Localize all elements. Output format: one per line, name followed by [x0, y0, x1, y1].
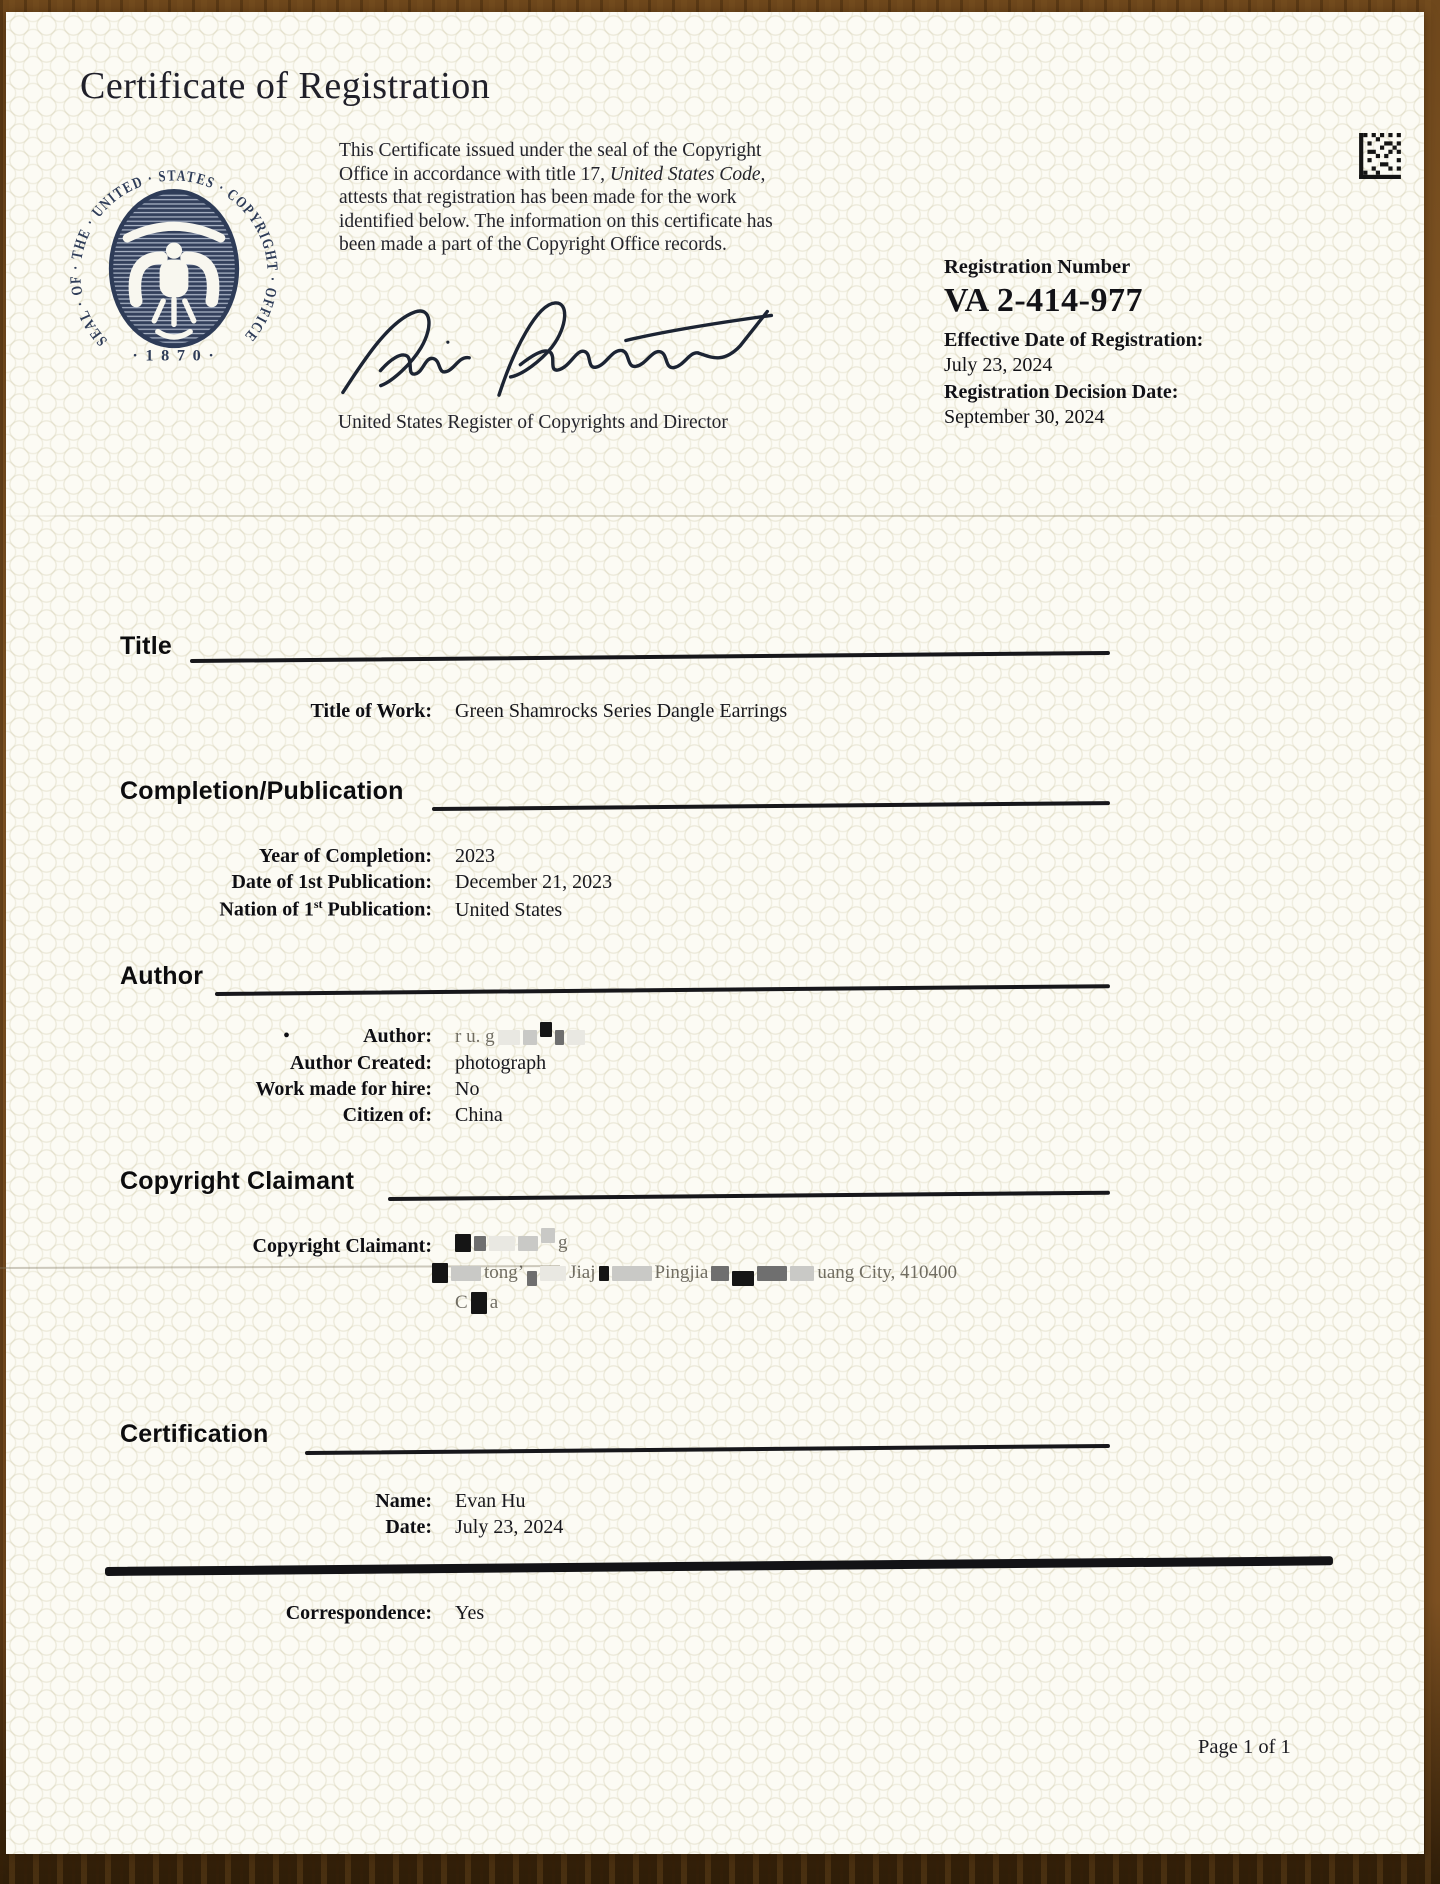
- redaction-block: [555, 1030, 564, 1045]
- redaction-block: [474, 1236, 486, 1251]
- page-number: Page 1 of 1: [1198, 1736, 1291, 1758]
- redaction-block: [540, 1266, 566, 1281]
- certificate-statement: [339, 139, 797, 257]
- claimant-line2-fragment-1: tong’: [484, 1262, 525, 1283]
- certification-bottom-rule: [105, 1556, 1333, 1576]
- field-label-title-of-work: Title of Work:: [310, 700, 432, 722]
- section-rule-author: [215, 984, 1110, 996]
- claimant-line1-fragment: g: [558, 1232, 568, 1253]
- decision-date-label: Registration Decision Date:: [944, 381, 1179, 403]
- field-value-claimant-redacted-line2: [432, 1262, 1282, 1284]
- section-rule-title: [190, 651, 1110, 663]
- redaction-block: [732, 1271, 754, 1286]
- field-label-cert-date: Date:: [385, 1516, 432, 1538]
- field-row-cert-name: [100, 1490, 526, 1513]
- field-row-claimant: [100, 1232, 568, 1258]
- field-row-title-of-work: [100, 700, 787, 723]
- claimant-line3-fragment-1: C: [455, 1292, 468, 1313]
- nation-label-sup: st: [313, 897, 323, 911]
- field-label-author-created: Author Created:: [289, 1052, 432, 1074]
- field-row-date-first-publication: [100, 871, 612, 894]
- field-label-date-first-publication: Date of 1st Publication:: [231, 871, 432, 893]
- field-label-work-for-hire: Work made for hire:: [255, 1078, 432, 1100]
- field-row-correspondence: [100, 1602, 484, 1625]
- redaction-block: [523, 1030, 537, 1045]
- claimant-line3-fragment-2: a: [489, 1292, 499, 1313]
- field-row-citizen-of: [100, 1104, 503, 1127]
- author-visible-fragment: r u. g: [455, 1026, 495, 1047]
- decision-date-value: September 30, 2024: [944, 406, 1105, 428]
- section-rule-claimant: [388, 1191, 1110, 1201]
- nation-label-pre: Nation of 1: [219, 898, 314, 921]
- field-value-cert-date: July 23, 2024: [455, 1516, 564, 1538]
- field-value-cert-name: Evan Hu: [455, 1490, 526, 1512]
- redaction-block: [471, 1292, 487, 1314]
- registration-number-label: Registration Number: [944, 256, 1131, 278]
- section-heading-title: Title: [120, 632, 172, 660]
- field-label-author: Author:: [363, 1025, 432, 1047]
- register-signature-image: [327, 283, 779, 412]
- redaction-block: [567, 1030, 585, 1045]
- field-label-citizen-of: Citizen of:: [342, 1104, 432, 1126]
- field-row-cert-date: [100, 1516, 563, 1539]
- redaction-block: [498, 1030, 520, 1045]
- field-row-year-of-completion: [100, 845, 495, 868]
- field-label-year-of-completion: Year of Completion:: [259, 845, 432, 867]
- statement-part2: , attests that registration has been made for the work identified below. The information on this certificate has been made a part of the Copyright Office records.: [339, 163, 773, 255]
- redaction-block: [451, 1266, 481, 1281]
- redaction-block: [541, 1228, 555, 1243]
- field-value-citizen-of: China: [455, 1104, 503, 1126]
- redaction-block: [790, 1266, 814, 1281]
- certificate-title: Certificate of Registration: [80, 65, 491, 107]
- redaction-block: [599, 1266, 609, 1281]
- section-rule-certification: [305, 1444, 1110, 1455]
- section-heading-certification: Certification: [120, 1420, 269, 1448]
- nation-label-post: Publication:: [322, 898, 432, 921]
- field-value-claimant-redacted-line3: [455, 1292, 498, 1314]
- redaction-block: [518, 1236, 538, 1251]
- redaction-block: [757, 1266, 787, 1281]
- seal-year-text: · 1 8 7 0 ·: [132, 346, 216, 365]
- section-rule-completion: [432, 801, 1110, 811]
- copyright-office-seal-icon: [66, 166, 282, 382]
- author-bullet: •: [283, 1025, 291, 1047]
- field-value-author-created: photograph: [455, 1052, 547, 1074]
- section-heading-completion: Completion/Publication: [120, 777, 404, 805]
- field-value-correspondence: Yes: [455, 1602, 485, 1624]
- redaction-block: [612, 1266, 652, 1281]
- field-row-work-for-hire: [100, 1078, 479, 1101]
- redaction-block: [455, 1234, 471, 1252]
- redaction-block: [489, 1236, 515, 1251]
- field-label-claimant: Copyright Claimant:: [252, 1235, 432, 1257]
- claimant-line2-fragment-3: Pingjia: [654, 1262, 709, 1283]
- redaction-block: [527, 1271, 537, 1286]
- statement-part1: This Certificate issued under the seal of the Copyright Office in accordance with title 17,: [339, 140, 762, 185]
- field-value-claimant-redacted-line1: [455, 1232, 568, 1254]
- datamatrix-barcode-icon: [1359, 133, 1401, 179]
- statement-italic-title: United States Code: [609, 163, 761, 185]
- field-value-nation-first-publication: United States: [455, 898, 563, 921]
- claimant-line2-fragment-4: uang City, 410400: [817, 1262, 958, 1283]
- field-label-nation-first-publication: [100, 897, 432, 922]
- field-label-correspondence: Correspondence:: [285, 1602, 432, 1624]
- redaction-block: [540, 1022, 552, 1037]
- field-value-title-of-work: Green Shamrocks Series Dangle Earrings: [455, 700, 788, 722]
- redaction-block: [432, 1263, 448, 1283]
- scan-seam-line: [0, 515, 1440, 517]
- claimant-line2-fragment-2: Jiaj: [569, 1262, 596, 1283]
- field-label-cert-name: Name:: [375, 1490, 432, 1512]
- registration-block: [944, 256, 1274, 429]
- field-value-work-for-hire: No: [455, 1078, 480, 1100]
- field-row-nation-first-publication: [100, 897, 562, 922]
- field-value-date-first-publication: December 21, 2023: [455, 871, 613, 893]
- registration-number: VA 2-414-977: [944, 282, 1143, 319]
- seal-ring-text: SEAL · OF · THE · UNITED · STATES · COPYRIGHT · OFFICE: [67, 167, 281, 350]
- redaction-block: [711, 1266, 729, 1281]
- effective-date-label: Effective Date of Registration:: [944, 329, 1204, 351]
- signer-title: United States Register of Copyrights and Director: [338, 412, 728, 433]
- effective-date-value: July 23, 2024: [944, 354, 1053, 376]
- section-heading-author: Author: [120, 962, 204, 990]
- field-row-author-created: [100, 1052, 546, 1075]
- field-row-author: [100, 1025, 585, 1048]
- section-heading-claimant: Copyright Claimant: [120, 1167, 355, 1195]
- field-value-year-of-completion: 2023: [455, 845, 495, 867]
- field-value-author-redacted: [455, 1026, 585, 1048]
